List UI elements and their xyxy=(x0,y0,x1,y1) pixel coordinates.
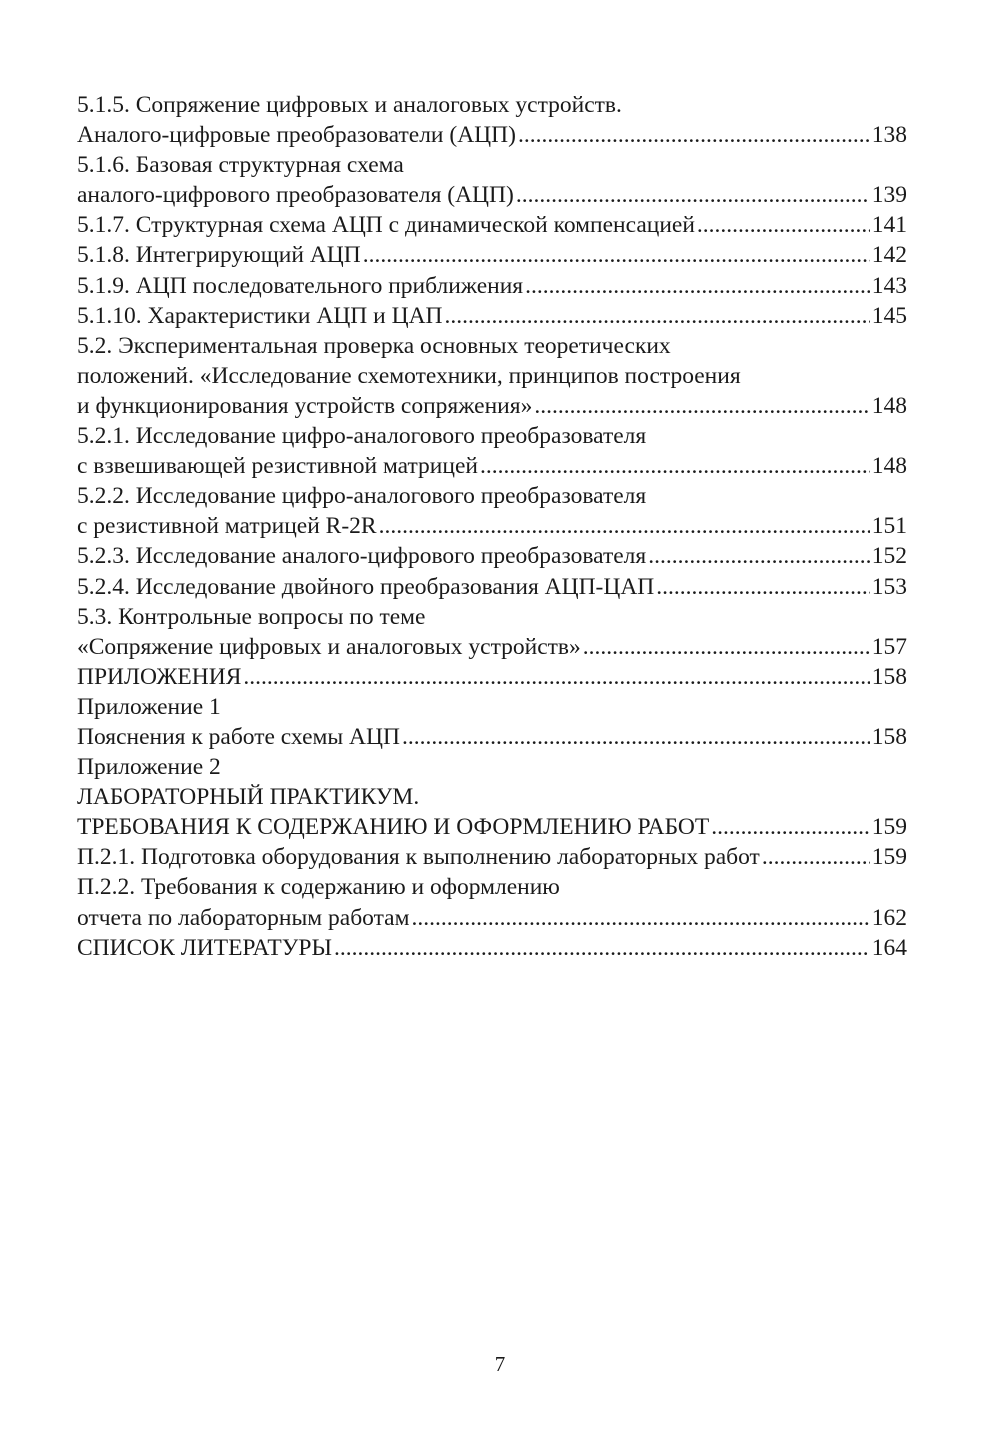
toc-page-number: 162 xyxy=(871,904,907,931)
toc-entry[interactable] xyxy=(77,210,907,240)
toc-page-number: 159 xyxy=(871,814,907,841)
toc-entry[interactable] xyxy=(77,331,907,421)
toc-page-number: 152 xyxy=(871,543,907,570)
toc-entry[interactable] xyxy=(77,90,907,150)
dot-leader xyxy=(445,301,870,331)
dot-leader xyxy=(516,180,870,210)
toc-entry[interactable] xyxy=(77,602,907,662)
toc-entry-text: 5.1.6. Базовая структурная схема xyxy=(77,152,404,179)
toc-entry-line xyxy=(77,391,907,421)
toc-entry-text: 5.2.3. Исследование аналого-цифрового преобразователя xyxy=(77,543,647,570)
toc-entry-text: 5.2.1. Исследование цифро-аналогового преобразователя xyxy=(77,423,647,450)
toc-page-number: 158 xyxy=(871,723,907,750)
toc-page-number: 139 xyxy=(871,182,907,209)
toc-entry-line xyxy=(77,933,907,963)
dot-leader xyxy=(697,210,870,240)
toc-entry-line xyxy=(77,210,907,240)
toc-entry-line xyxy=(77,481,907,511)
table-of-contents xyxy=(77,90,907,963)
toc-entry-line xyxy=(77,331,907,361)
toc-entry-text: 5.1.9. АЦП последовательного приближения xyxy=(77,272,524,299)
toc-entry[interactable] xyxy=(77,150,907,210)
toc-entry-text: Пояснения к работе схемы АЦП xyxy=(77,723,400,750)
toc-entry-text: 5.1.8. Интегрирующий АЦП xyxy=(77,242,361,269)
toc-entry-line xyxy=(77,361,907,391)
toc-entry[interactable] xyxy=(77,541,907,571)
toc-page-number: 148 xyxy=(871,453,907,480)
toc-entry-text: ЛАБОРАТОРНЫЙ ПРАКТИКУМ. xyxy=(77,784,420,811)
dot-leader xyxy=(762,842,870,872)
toc-entry-line xyxy=(77,271,907,301)
toc-entry-text: Аналого-цифровые преобразователи (АЦП) xyxy=(77,122,516,149)
toc-entry-text: 5.1.5. Сопряжение цифровых и аналоговых устройств. xyxy=(77,92,622,118)
toc-entry-line xyxy=(77,782,907,812)
toc-entry-line xyxy=(77,632,907,662)
toc-entry-text: ПРИЛОЖЕНИЯ xyxy=(77,663,242,690)
dot-leader xyxy=(711,812,870,842)
toc-entry-line xyxy=(77,842,907,872)
toc-page-number: 157 xyxy=(871,633,907,660)
toc-entry-text: с резистивной матрицей R-2R xyxy=(77,513,377,540)
dot-leader xyxy=(379,511,870,541)
dot-leader xyxy=(402,722,870,752)
toc-entry[interactable] xyxy=(77,481,907,541)
toc-entry[interactable] xyxy=(77,933,907,963)
toc-entry-text: с взвешивающей резистивной матрицей xyxy=(77,453,478,480)
toc-page-number: 143 xyxy=(871,272,907,299)
toc-entry-line xyxy=(77,812,907,842)
dot-leader xyxy=(411,903,869,933)
toc-entry-text: 5.1.7. Структурная схема АЦП с динамической компенсацией xyxy=(77,212,695,239)
toc-page-number: 164 xyxy=(871,934,907,961)
toc-page-number: 138 xyxy=(871,122,907,149)
toc-entry-text: отчета по лабораторным работам xyxy=(77,904,410,931)
toc-page-number: 159 xyxy=(871,844,907,871)
toc-entry-line xyxy=(77,752,907,782)
toc-entry-text: положений. «Исследование схемотехники, принципов построения xyxy=(77,362,741,389)
toc-entry[interactable] xyxy=(77,692,907,752)
dot-leader xyxy=(583,632,870,662)
toc-entry-line xyxy=(77,662,907,692)
toc-entry[interactable] xyxy=(77,240,907,270)
toc-page-number: 141 xyxy=(871,212,907,239)
dot-leader xyxy=(525,271,870,301)
toc-entry[interactable] xyxy=(77,421,907,481)
toc-entry-line xyxy=(77,301,907,331)
toc-entry-line xyxy=(77,451,907,481)
dot-leader xyxy=(656,572,869,602)
toc-entry[interactable] xyxy=(77,301,907,331)
toc-entry[interactable] xyxy=(77,271,907,301)
toc-entry-line xyxy=(77,541,907,571)
toc-entry-text: ТРЕБОВАНИЯ К СОДЕРЖАНИЮ И ОФОРМЛЕНИЮ РАБОТ xyxy=(77,814,710,841)
dot-leader xyxy=(363,240,870,270)
toc-page-number: 145 xyxy=(871,302,907,329)
toc-entry-line xyxy=(77,872,907,902)
toc-entry-text: аналого-цифрового преобразователя (АЦП) xyxy=(77,182,514,209)
toc-entry-text: СПИСОК ЛИТЕРАТУРЫ xyxy=(77,934,332,961)
toc-entry-line xyxy=(77,120,907,150)
toc-entry-line xyxy=(77,572,907,602)
toc-entry-text: и функционирования устройств сопряжения» xyxy=(77,392,533,419)
toc-entry-line xyxy=(77,180,907,210)
toc-entry-line xyxy=(77,602,907,632)
toc-entry-line xyxy=(77,722,907,752)
toc-entry-text: «Сопряжение цифровых и аналоговых устройств» xyxy=(77,633,581,660)
toc-entry-text: П.2.2. Требования к содержанию и оформлению xyxy=(77,874,560,901)
toc-entry-line xyxy=(77,511,907,541)
dot-leader xyxy=(480,451,870,481)
toc-entry-text: Приложение 2 xyxy=(77,754,221,781)
toc-entry[interactable] xyxy=(77,572,907,602)
dot-leader xyxy=(518,120,870,150)
toc-entry-line xyxy=(77,903,907,933)
toc-entry[interactable] xyxy=(77,662,907,692)
toc-page-number: 142 xyxy=(871,242,907,269)
toc-entry-text: 5.3. Контрольные вопросы по теме xyxy=(77,603,426,630)
page-number: 7 xyxy=(494,1352,506,1376)
toc-entry-text: 5.2.4. Исследование двойного преобразования АЦП-ЦАП xyxy=(77,573,655,600)
toc-page-number: 151 xyxy=(871,513,907,540)
toc-entry[interactable] xyxy=(77,872,907,932)
toc-entry-line xyxy=(77,150,907,180)
toc-entry[interactable] xyxy=(77,842,907,872)
dot-leader xyxy=(243,662,869,692)
toc-page-number: 148 xyxy=(871,392,907,419)
toc-entry-line xyxy=(77,90,907,120)
toc-page-number: 153 xyxy=(871,573,907,600)
toc-entry-line xyxy=(77,240,907,270)
dot-leader xyxy=(534,391,869,421)
dot-leader xyxy=(334,933,870,963)
toc-entry-text: 5.1.10. Характеристики АЦП и ЦАП xyxy=(77,302,443,329)
toc-entry-line xyxy=(77,692,907,722)
toc-entry-text: П.2.1. Подготовка оборудования к выполнению лабораторных работ xyxy=(77,844,760,871)
toc-entry-text: 5.2.2. Исследование цифро-аналогового преобразователя xyxy=(77,483,647,510)
dot-leader xyxy=(648,541,870,571)
toc-entry-text: 5.2. Экспериментальная проверка основных теоретических xyxy=(77,332,671,359)
toc-entry[interactable] xyxy=(77,752,907,842)
toc-page-number: 158 xyxy=(871,663,907,690)
toc-entry-line xyxy=(77,421,907,451)
toc-entry-text: Приложение 1 xyxy=(77,693,221,720)
